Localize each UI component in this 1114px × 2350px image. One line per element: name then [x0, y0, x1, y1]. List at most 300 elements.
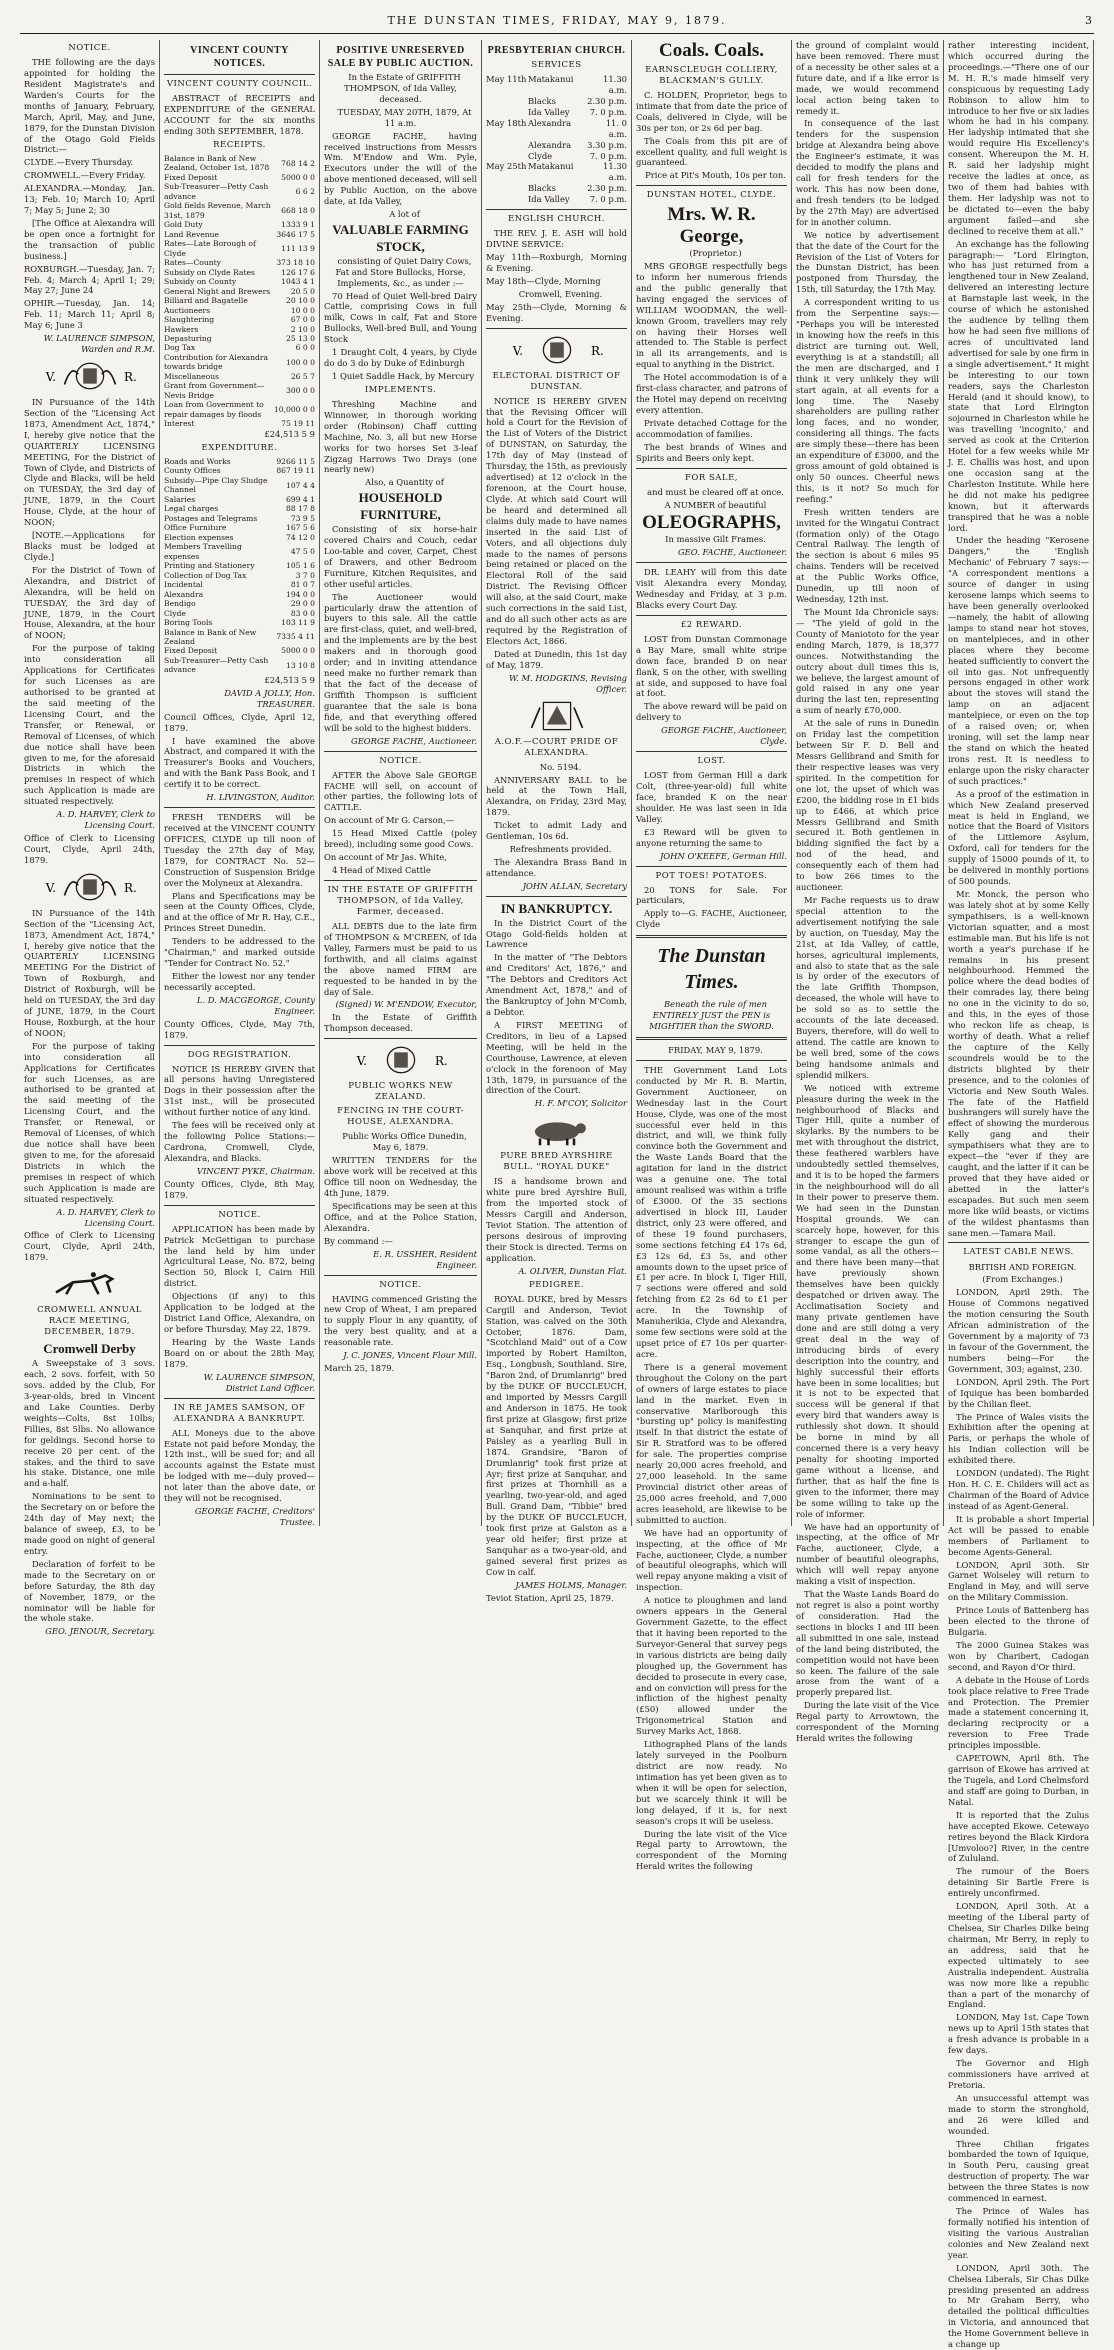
services-schedule: [486, 74, 627, 205]
table-row: [164, 457, 315, 466]
flour-notice: HAVING commenced Gristing the new Crop of Wheat, I am prepared to supply Flour in any quantity, of the very best quality, and at a reasonable rate.: [324, 1293, 477, 1348]
dog-fees: The fees will be received only at the following Police Stations:— Cardrona, Cromwell, Clyde, Alexandra, and Blacks.: [164, 1120, 315, 1163]
row-amount: 126 17 6: [281, 267, 315, 277]
row-label: Sub-Treasurer—Petty Cash advance: [164, 655, 269, 675]
flour-mill-signature: J. C. JONES, Vincent Flour Mill.: [343, 1350, 477, 1361]
row-amount: 26 5 7: [290, 371, 315, 381]
masthead-title: THE DUNSTAN TIMES, FRIDAY, MAY 9, 1879.: [387, 14, 727, 27]
editorial-vice-regal: During the late visit of the Vice Regal party to Arrowtown, the correspondent of the Morning Herald writes the following: [636, 1828, 787, 1872]
clerk-office: Office of Clerk to Licensing Court, Clyde, April 24th, 1879.: [24, 832, 155, 865]
row-label: Gold fields Revenue, March 31st, 1879: [164, 201, 271, 220]
news-skylarks: We noticed with extreme pleasure during the week in the neighbourhood of Blacks and Tiger Hill, quite a number of skylarks. By the numbers to be met with throughout the district, these feathered warblers have undoubtedly settled themselves, and it is to be hoped the farmers in the neighbourhood will do all in their power to preserve them. We had seen in the Dunstan Hospital grounds. We can scarcely hope, however, for this stranger to escape the gun of some vandal, as all the others—and there have been many—that have previously shown themselves have been quickly despatched or driven away. The Acclimatisation Society and many private gentlemen have done and are still doing a very great deal in the way of introducing birds of every description into the country, and highly successful their efforts have been in some localities; but it is not to be expected that success will be general if that every bird that wanders away is ruthlessly shot down. It should be borne in mind by all concerned there is a very heavy penalty for shooting imported game without a license, and further, that as half the fine is given to the informer, there may be some willing to take up the role of informer.: [796, 1082, 939, 1519]
row-label: Billiard and Bagatelle: [164, 296, 248, 306]
bull-heading: PURE BRED AYRSHIRE BULL. "ROYAL DUKE": [500, 1151, 613, 1173]
table-row: [164, 201, 315, 220]
newspaper-motto: Beneath the rule of men ENTIRELY JUST the PEN is MIGHTIER than the SWORD.: [649, 999, 774, 1032]
derby-terms: A Sweepstake of 3 sovs. each, 2 sovs. forfeit, with 50 sovs. added by the Club, For 3-year-olds, bred in Vincent and Lake Counties. Derby weights—Colts, 8st 10lbs; Fillies, 8st 5lbs. No allowance for geldings. Second horse to receive 20 per cent. of the stakes, and the third to save his stake. Distance, one mile and a-half.: [24, 1358, 155, 1489]
news-run-sales: At the sale of runs in Dunedin on Friday last the competition between Sir F. D. Bell and Messrs Gellibrand and Smith for their respective leases was very spirited. In the competition for one lot, the upset of which was £200, the bidding rose in £1 bids up to £466, at which price Messrs Gellibrand and Smith secured it. Both gentlemen in bidding signified the fact by a nod of the head, and consequently each of them had to bow 266 times to the auctioneer.: [796, 718, 939, 893]
warden-signature: W. LAURENCE SIMPSON, Warden and R.M.: [43, 333, 155, 355]
news-vice-regal: During the late visit of the Vice Regal party to Arrowtown, the correspondent of the Morning Herald writes the following: [796, 1700, 939, 1744]
table-row: [164, 239, 315, 258]
row-amount: 668 18 0: [281, 205, 315, 215]
row-label: Clyde: [164, 608, 186, 618]
ball-band: The Alexandra Brass Band in attendance.: [486, 856, 627, 878]
ball-ticket: Ticket to admit Lady and Gentleman, 10s 6d.: [486, 820, 627, 842]
clyde-days: CLYDE.—Every Thursday.: [24, 157, 134, 168]
news-kerosene: Under the heading "Kerosene Dangers," the 'English Mechanic' of February 7 says:— "A correspondent mentions a source of danger in using kerosene lamps which seems to have been generally overlooked—namely, the habit of allowing lamps to stand near hot stoves, on mantelpieces, and in other places where they become heated sufficiently to convert the oil into gas. Not unfrequently persons engaged in other work about the stoves will stand the lamp on an adjacent mantelpiece, or even on the top of a raised oven; or, when ironing, will set the lamp near the stand on which the heated irons rest. It is needless to enlarge upon the risky character of such practices.": [948, 535, 1089, 786]
expenditure-table: [164, 457, 315, 675]
fencing-tenders: WRITTEN TENDERS for the above work will be received at this Office till noon on Wednesday, the 4th June, 1879.: [324, 1155, 477, 1199]
service-row: [486, 74, 627, 96]
executor-signature: (Signed) W. M'ENDOW, Executor,: [335, 999, 477, 1010]
cromwell-days: CROMWELL.—Every Friday.: [24, 170, 146, 181]
cable-news-heading: LATEST CABLE NEWS.: [963, 1247, 1074, 1258]
row-label: Sub-Treasurer—Petty Cash advance: [164, 182, 269, 201]
row-amount: 74 12 0: [286, 532, 315, 542]
oleograph-frames: In massive Gilt Frames.: [665, 534, 766, 545]
table-row: [164, 296, 315, 305]
notice-heading: NOTICE.: [218, 1209, 261, 1220]
auctioneer-signature: GEO. FACHE, Auctioneer.: [677, 547, 787, 558]
table-row: [164, 343, 315, 352]
cable-list: [948, 1287, 1089, 2350]
table-row: [164, 372, 315, 381]
row-amount: 20 10 0: [286, 296, 315, 306]
row-amount: 6 6 2: [295, 186, 315, 196]
fencing-heading: FENCING IN THE COURT-HOUSE, ALEXANDRA.: [337, 1106, 464, 1128]
colt-owner: JOHN O'KEEFE, German Hill.: [659, 850, 787, 861]
furniture-list: Consisting of six horse-hair covered Chairs and Couch, cedar Loo-table and cover, Carpet, Chest of Drawers, and other Bedroom Furniture, Kitchen Requisites, and other useful articles.: [324, 524, 477, 589]
news-waste-lands: That the Waste Lands Board do not regret is also a point worthy of consideration. Had the sections in blocks I and III been all submitted in one sale, instead of the land being distributed, the competition would not have been so keen. The failure of the sale arose from the want of a properly prepared list.: [796, 1589, 939, 1698]
hotel-drinks: The best brands of Wines and Spirits and Beers only kept.: [636, 441, 787, 463]
bull-icon: [486, 1113, 627, 1147]
service-row: [486, 161, 627, 183]
row-amount: 9266 11 5: [276, 456, 315, 466]
white-account: On account of Mr Jas. White,: [324, 852, 447, 863]
row-amount: 167 5 6: [286, 523, 315, 533]
cable-item: It is reported that the Zulus have accepted Ekowe. Cetewayo retires beyond the Black Kirdora [Umvoloo?] River, in the centre of Zululand.: [948, 1809, 1089, 1864]
chairman-signature: VINCENT PYKE, Chairman.: [196, 1165, 315, 1176]
row-amount: 105 1 6: [286, 561, 315, 571]
editorial-survey-pegs: A notice to ploughmen and land owners appears in the General Government Gazette, to the effect that it having been reported to the Surveyor-General that survey pegs in various districts are being daily ploughed up, the Government has decided to prosecute in every case, and on conviction will press for the infliction of the highest penalty (£50) allowed under the Trigonometrical Station and Survey Marks Act, 1868.: [636, 1595, 787, 1737]
row-label: Boring Tools: [164, 618, 213, 628]
news-serpentine: A correspondent writing to us from the Serpentine says:— "Perhaps you will be interested in knowing how the reefs in this district are turning out. Well, everything is at a standstill; all the men are discharged, and I think it very unlikely they will start again, at all events for a long time. The Naseby shareholders are pulling rather long faces, and no wonder, considering all things. The facts are simply these—there has been an expenditure of £3000, and the gross amount of gold obtained is only 50 ounces. Cheerful news this, is it not? So much for reefing.": [796, 297, 939, 504]
table-row: [164, 258, 315, 267]
row-label: Salaries: [164, 494, 196, 504]
news-fache-sale: Mr Fache requests us to draw special attention to the advertisement notifying the sale by auction, on Tuesday, May the 21st, at Ida Valley, of cattle, horses, agricultural implements, and also to state that as the sale is by order of the executors of the late Griffith Thompson, deceased, the whole will have to be sold so as to settle the accounts of the late deceased. Buyers, therefore, will do well to attend. The cattle are known to be well bred, some of the cows being handsome animals and splendid milkers.: [796, 894, 939, 1080]
table-row: [164, 599, 315, 608]
row-amount: 107 4 4: [286, 480, 315, 490]
row-label: Roads and Works: [164, 456, 231, 466]
editorial-oleographs: We have had an opportunity of inspecting, at the office of Mr Fache, auctioneer, Clyde, a number of beautiful oleographs, which will well repay anyone making a visit of inspection.: [636, 1527, 787, 1593]
editorial-plans: Lithographed Plans of the lands lately surveyed in the Poolburn district are now ready. No intimation has yet been given as to when it will be open for selection, but we scarcely think it will be long delayed, if it is, for next season's crops it will be useless.: [636, 1739, 787, 1826]
bull-owner: A. OLIVER, Dunstan Flat.: [518, 1265, 627, 1276]
service-time: 7. 0 p.m.: [589, 150, 627, 161]
notice-heading: NOTICE.: [379, 1279, 422, 1290]
council-heading: VINCENT COUNTY COUNCIL.: [166, 79, 313, 89]
ball-notice: ANNIVERSARY BALL to be held at the Town Hall, Alexandra, on Friday, 23rd May, 1879.: [486, 774, 627, 818]
for-sale-heading: FOR SALE,: [685, 472, 738, 483]
table-row: [164, 580, 315, 589]
service-place: Ida Valley: [528, 194, 570, 205]
by-command: By command :—: [324, 1235, 393, 1246]
service-may-11: May 11th—Roxburgh, Morning & Evening.: [486, 252, 627, 273]
row-amount: 83 0 0: [290, 608, 315, 618]
royal-crest-icon: [486, 333, 627, 367]
row-label: Depasturing: [164, 333, 212, 343]
page-number: 3: [1085, 14, 1092, 27]
row-label: Office Furniture: [164, 523, 227, 533]
table-row: [164, 287, 315, 296]
clerk-office-2: Office of Clerk to Licensing Court, Clyde, April 24th, 1879.: [24, 1230, 155, 1263]
service-place: Clyde: [528, 150, 553, 161]
table-row: [164, 381, 315, 400]
table-row: [164, 646, 315, 655]
service-date: [486, 140, 528, 151]
cable-item: LONDON, April 30th. The Chelsea Liberals, Sir Chas Dilke presiding presented an address to Mr Graham Berry, who detailed the political difficulties in Victoria, and announced that the Home Government believe in a change up: [948, 2262, 1089, 2350]
row-label: Bendigo: [164, 599, 196, 609]
cable-item: A debate in the House of Lords took place relative to Free Trade and Protection. The Premier made a statement concerning it, declaring reciprocity or a reversion to Free Trade principles impossible.: [948, 1674, 1089, 1751]
service-time: 11.30 a.m.: [603, 74, 627, 95]
engineer-signature: L. D. MACGEORGE, County Engineer.: [196, 994, 315, 1016]
hotel-accommodation: The Hotel accommodation is of a first-class character, and patrons of the Hotel may depend on receiving every attention.: [636, 372, 787, 415]
also-label: Also, a Quantity of: [365, 477, 444, 488]
row-label: Members Travelling expenses: [164, 542, 242, 561]
row-label: Contribution for Alexandra towards bridge: [164, 352, 269, 372]
news-complaint: the ground of complaint would have been removed. There must of a necessity be other sales at a future date, and if a like error is made, we would recommend local action being taken to remedy it.: [796, 40, 939, 116]
doctor-notice: DR. LEAHY will from this date visit Alexandra every Monday, Wednesday and Friday, at 3 p.m. Blacks every Court Day.: [636, 567, 787, 610]
lot-hack: 1 Quiet Saddle Hack, by Mercury: [332, 370, 475, 381]
service-row: [486, 140, 627, 151]
expenditure-total: £24,513 5 9: [264, 674, 315, 685]
clerk-signature: A. D. HARVEY, Clerk to Licensing Court.: [56, 809, 155, 831]
ophir-days: OPHIR.—Tuesday, Jan. 14; Feb. 11; March 11; April 8; May 6; June 3: [24, 298, 155, 331]
column-6: [792, 40, 944, 1744]
colt-reward: £3 Reward will be given to anyone returning the same to: [636, 826, 787, 848]
newspaper-title: The Dunstan Times.: [657, 945, 766, 994]
cable-source: (From Exchanges.): [982, 1274, 1063, 1285]
english-church-notice: THE REV. J. E. ASH will hold DIVINE SERVICE:: [486, 228, 627, 250]
land-application: APPLICATION has been made by Patrick McGettigan to purchase the land held by him under Agricultural Lease, No. 872, being Section 50, Block I, Cairn Hill district.: [164, 1223, 315, 1289]
licensing-purpose-2: For the purpose of taking into consideration all Applications for Certificates for such Licenses, as are authorised to be granted at the said meeting of the Licensing Court, and the Transfer, or Renewal, or Removal of Licenses, of which due notice shall have been given to me, for the aforesaid Districts in which the premises in respect of which such Application is made are situated respectively.: [24, 1040, 155, 1204]
column-5: [632, 40, 792, 1872]
cable-item: LONDON, April 30th. Sir Garnet Wolseley will return to England in May, and will serve on the Military Commission.: [948, 1559, 1089, 1603]
news-lady-robinson: rather interesting incident, which occurred during the proceedings.—"There one of our M. H. R.'s made himself very conspicuous by requesting Lady Robinson to allow him to introduce to her five or six ladies whom he had in his company. Her ladyship intimated that she would require His Excellency's consent. Whereupon the M. H. R. said her ladyship might receive the ladies at once, as two of them had babies with them. Her ladyship was not to be dictated to—even the baby argument failed—and she declined to receive them at all.": [948, 40, 1089, 236]
cable-item: The Prince of Wales has formally notified his intention of visiting the various Australian colonies and New Zealand next year.: [948, 2206, 1089, 2260]
news-lord-elrington: An exchange has the following paragraph:— "Lord Elrington, who has just returned from a lengthened tour in New Zealand, delivered an interesting lecture at Barnstaple last week, in the course of which he astonished the audience by telling them how he had seen five millions of acres of uncultivated land advertised for sale by one firm in a single advertisement." It might be interesting to our town readers, says the Charleston Herald (and it should know), to state that Lord Elrington sojourned in Charleston while he was travelling 'incognito,' and served as cook at the Criterion Hotel for a few weeks while Mr J. E. Challis was host, and upon one occasion sang at the Charleston Institute. While here he did not make his pedigree known, but it afterwards transpired that he was a noble lord.: [948, 238, 1089, 533]
cable-item: The Prince of Wales visits the Exhibition after the opening at Paris, or perhaps the whole of his Indian collection will be exhibited there.: [948, 1411, 1089, 1466]
auditor-signature: H. LIVINGSTON, Auditor.: [206, 792, 315, 803]
derby-secretary: GEO. JENOUR, Secretary.: [45, 1626, 155, 1637]
svg-text:R.: R.: [590, 343, 604, 358]
table-row: [164, 230, 315, 239]
oleographs-title: OLEOGRAPHS,: [642, 512, 781, 534]
table-row: [164, 618, 315, 627]
licensing-alexandra: For the District of Town of Alexandra, and District of Alexandra, will be held on TUESDAY, the 3rd day of JUNE, 1879, in the Court House, Alexandra, at the hour of NOON;: [24, 564, 155, 641]
oleograph-intro: A NUMBER of beautiful: [664, 499, 767, 510]
stock-description: consisting of Quiet Dairy Cows, Fat and Store Bullocks, Horse, Implements, &c., as under :—: [335, 255, 472, 288]
notice-heading: NOTICE.: [379, 755, 422, 766]
licensing-notice-roxburgh: IN Pursuance of the 14th Section of the "Licensing Act, 1873, Amendment Act, 1874," I, hereby give notice that the QUARTERLY LICENSING MEETING For the District of Town of Roxburgh, and District of Roxburgh, will be held on TUESDAY, the 3rd day of JUNE, 1879, in the Court House, Roxburgh, at the hour of NOON;: [24, 907, 155, 1038]
service-date: May 25th: [486, 161, 527, 172]
row-label: Alexandra: [164, 589, 204, 599]
engineer-office: County Offices, Clyde, May 7th, 1879.: [164, 1018, 315, 1040]
row-label: Printing and Stationery: [164, 561, 255, 571]
services-heading: SERVICES: [531, 60, 582, 70]
service-row: [486, 96, 627, 107]
row-label: General Night and Brewers: [164, 286, 271, 296]
svg-text:V.: V.: [356, 1054, 367, 1069]
svg-text:V.: V.: [45, 370, 56, 385]
row-amount: 768 14 2: [281, 158, 315, 168]
chairman-office: County Offices, Clyde, 8th May, 1879.: [164, 1178, 315, 1200]
row-amount: 1043 4 1: [281, 277, 315, 287]
table-row: [164, 504, 315, 513]
public-works-heading: PUBLIC WORKS NEW ZEALAND.: [348, 1081, 453, 1103]
cable-item: LONDON, April 30th. At a meeting of the Liberal party of Chelsea, Sir Charles Dilke being chairman, Mr Berry, in reply to an address, said that he expected ultimately to see Australia independent. Australia was now more like a republic than a part of the monarchy of England.: [948, 1901, 1089, 2010]
cable-item: The rumour of the Boers detaining Sir Bartle Frere is entirely unconfirmed.: [948, 1866, 1089, 1899]
table-row: [164, 277, 315, 286]
cable-item: Three Chilian frigates bombarded the town of Iquique, in South Peru, causing great destruction of property. The war between the three States is now commenced in earnest.: [948, 2138, 1089, 2204]
receipts-total: £24,513 5 9: [264, 428, 315, 439]
service-place: Alexandra: [528, 139, 572, 150]
service-date: [486, 183, 528, 194]
auction-date: TUESDAY, MAY 20TH, 1879, At 11 a.m.: [337, 106, 472, 128]
clerk-signature-2: A. D. HARVEY, Clerk to Licensing Court.: [56, 1206, 155, 1228]
service-place: Blacks: [528, 95, 556, 106]
estate-name: In the Estate of GRIFFITH THOMPSON, of Ida Valley, deceased.: [344, 72, 461, 104]
licensing-note: [NOTE.—Applications for Blacks must be lodged at Clyde.]: [24, 530, 155, 562]
solicitor-signature: H. F. M'COY, Solicitor: [534, 1098, 627, 1109]
row-label: Interest: [164, 419, 195, 429]
news-revision-court: We notice by advertisement that the date of the Court for the Revision of the List of Voters for the Dunstan District, has been postponed from Thursday, the 15th, till Saturday, the 17th May.: [796, 229, 939, 295]
row-amount: 47 5 0: [290, 546, 315, 556]
samson-heading: IN RE JAMES SAMSON, OF ALEXANDRA A BANKRUPT.: [173, 1402, 306, 1424]
hotel-cottage: Private detached Cottage for the accommodation of families.: [636, 417, 787, 439]
flour-date: March 25, 1879.: [324, 1363, 395, 1374]
reward-delivery: The above reward will be paid on delivery to: [636, 701, 787, 723]
table-row: [164, 609, 315, 618]
row-label: Land Revenue: [164, 229, 220, 239]
row-amount: 100 0 0: [286, 357, 315, 367]
treasurer-signature: DAVID A JOLLY, Hon. TREASURER.: [224, 687, 315, 709]
row-label: Auctioneers: [164, 305, 211, 315]
cable-item: The Governor and High commissioners have arrived at Pretoria.: [948, 2058, 1089, 2090]
table-row: [164, 495, 315, 504]
row-label: Collection of Dog Tax: [164, 570, 247, 580]
row-label: Subsidy—Pipe Clay Sludge Channel: [164, 475, 268, 495]
row-label: Rates—Late Borough of Clyde: [164, 239, 256, 258]
estate-heading: IN THE ESTATE OF GRIFFITH THOMPSON, of Ida Valley, Farmer, deceased.: [327, 884, 474, 917]
expenditure-heading: EXPENDITURE.: [201, 442, 278, 453]
row-label: Gold Duty: [164, 220, 203, 230]
licensing-notice-clyde: IN Pursuance of the 14th Section of the "Licensing Act 1873, Amendment Act, 1874," I, hereby give notice that the QUARTERLY LICENSING MEETING, For the District of Town of Clyde, and Districts of Clyde and Blacks, will be held on TUESDAY, the 3rd day of JUNE, 1879, in the Court House, Clyde, at the hour of NOON;: [24, 397, 155, 528]
station-manager: JAMES HOLMS, Manager.: [515, 1579, 627, 1590]
coal-quality: The Coals from this pit are of excellent quality, and full weight is guaranteed.: [636, 135, 787, 168]
debts-notice: ALL DEBTS due to the late firm of THOMPSON & M'CREEN, of Ida Valley, Farmers must be paid to us forthwith, and all claims against the above named FIRM are requested to be handed in by the day of Sale.: [324, 921, 477, 997]
row-label: Grant from Government—Nevis Bridge: [164, 381, 265, 400]
derby-nominations: Nominations to be sent to the Secretary on or before the 24th day of May next; the balance of sweep, £3, to be made good on night of general entry.: [24, 1491, 155, 1556]
revising-officer-signature: W. M. HODGKINS, Revising Officer.: [509, 672, 627, 694]
court-days-notice: THE following are the days appointed for holding the Resident Magistrate's and Warden's Courts for the months of January, February, March, April, May, and June, 1879, for the Dunstan Division of the Otago Gold Fields District:—: [24, 57, 155, 155]
roxburgh-days: ROXBURGH.—Tuesday, Jan. 7; Feb. 4; March 4; April 1; 29; May 27; June 24: [24, 263, 155, 296]
row-amount: 13 10 8: [286, 660, 315, 670]
service-time: 3.30 p.m.: [587, 139, 627, 150]
fencing-specifications: Specifications may be seen at this Office, and at the Police Station, Alexandra.: [324, 1200, 477, 1233]
lot-label: A lot of: [389, 209, 420, 220]
column-4: [482, 40, 632, 1603]
table-row: [164, 542, 315, 561]
service-place: Blacks: [528, 183, 556, 194]
resident-engineer-signature: E. R. USSHER, Resident Engineer.: [373, 1248, 477, 1270]
row-amount: 10 0 0: [290, 305, 315, 315]
row-amount: 373 18 10: [276, 258, 315, 268]
table-row: [164, 325, 315, 334]
row-label: Postages and Telegrams: [164, 513, 258, 523]
service-time: 11. 0 a.m.: [605, 117, 627, 139]
lot-colts: 1 Draught Colt, 4 years, by Clyde do do 3 do by Duke of Edinburgh: [324, 347, 477, 369]
cable-item: LONDON, April 29th. The House of Commons negatived the motion censuring the South African administration of the Government by a majority of 73 in favour of the Government, the numbers being—For the Government, 303; against, 230.: [948, 1287, 1089, 1374]
land-hearing: Hearing by the Waste Lands Board on or about the 28th May, 1879.: [164, 1336, 315, 1369]
lost-mare: LOST from Dunstan Commonage a Bay Mare, small white stripe down face, branded D on near flank, S on the other, with swelling at side, and supposed to have foal at foot.: [636, 633, 787, 699]
column-1: [20, 40, 160, 1637]
public-works-office: Public Works Office Dunedin, May 6, 1879.: [342, 1131, 467, 1153]
row-amount: 3 7 0: [295, 570, 315, 580]
reward-heading: £2 REWARD.: [680, 619, 743, 630]
derby-forfeit: Declaration of forfeit to be made to the Secretary on or before Saturday, the 8th day of November, 1879, or the nominator will be liable for the whole stake.: [24, 1558, 155, 1624]
row-amount: 300 0 0: [286, 386, 315, 396]
cattle-sale-notice: AFTER the Above Sale GEORGE FACHE will sell, on account of other parties, the following lots of CATTLE.: [324, 769, 477, 813]
service-row: [486, 107, 627, 118]
for-sale-text: and must be cleared off at once.: [647, 486, 784, 497]
audit-statement: I have examined the above Abstract, and compared it with the Treasurer's Books and Vouchers, and with the Bank Pass Book, and I certify it to be correct.: [164, 735, 315, 790]
proprietor-label: (Proprietor.): [689, 248, 742, 259]
implements-heading: IMPLEMENTS.: [364, 384, 437, 395]
row-amount: 867 19 11: [276, 466, 315, 476]
row-label: Election expenses: [164, 532, 234, 542]
vincent-notices-heading: VINCENT COUNTY NOTICES.: [190, 45, 289, 69]
ball-refreshments: Refreshments provided.: [509, 844, 612, 855]
dog-notice: NOTICE IS HEREBY GIVEN that all persons having Unregistered Dogs in their possession after the 31st inst., will be prosecuted without further notice of any kind.: [164, 1063, 315, 1118]
tender-acceptance: Either the lowest nor any tender necessarily accepted.: [164, 970, 315, 992]
bridge-tenders: FRESH TENDERS will be received at the VINCENT COUNTY OFFICES, CLYDE up till noon of Tuesday the 27th day of May, 1879, for CONTRACT No. 52—Construction of Suspension Bridge over the Molyneux at Alexandra.: [164, 812, 315, 888]
service-time: 2.30 p.m.: [587, 183, 627, 194]
row-amount: 111 13 9: [281, 243, 315, 253]
cable-item: It is probable a short Imperial Act will be passed to enable members of Parliament to become Agents-General.: [948, 1513, 1089, 1557]
carson-account: On account of Mr G. Carson,—: [324, 815, 455, 826]
pedigree-text: ROYAL DUKE, bred by Messrs Cargill and Anderson, Teviot Station, was calved on the 30th October, 1876. Dam, "Scotchland Maid" out of a Cow imported by Robert Hamilton, Esq., Longbush, Southland. Sire, "Baron 2nd, of Drumlanrig" bred by the DUKE OF BUCCLEUCH, and imported by Messrs Cargill and Anderson in 1875. He took first prize at Glasgow; first prize at Sanquhar, and first prize at Paisley as a yearling Bull in 1874. Grandsire, "Baron of Drumlanrig" took first prize at Ayr; first prize at Sanquhar, and first prizes at Thornhill as a yearling, two-year-old, and aged Bull. Grand Dam, "Tibbie" bred by the DUKE OF BUCCLEUCH, took first prize at Galston as a year old heifer; first prize at Sanquhar as a two-year-old, and gained several first prizes as Cow in calf.: [486, 1293, 627, 1577]
row-label: Miscellaneous: [164, 371, 219, 381]
cable-item: The 2000 Guinea Stakes was won by Charibert, Cadogan second, and Rayon d'Or third.: [948, 1639, 1089, 1672]
row-label: County Offices: [164, 466, 221, 476]
row-label: Fixed Deposit: [164, 646, 218, 656]
lost-colt: LOST from German Hill a dark Colt, (three-year-old) full white face, branded K on the near shoulder. He was last seen in Ida Valley.: [636, 770, 787, 824]
row-amount: 25 13 0: [286, 333, 315, 343]
abstract-title: ABSTRACT of RECEIPTS and EXPENDITURE of the GENERAL ACCOUNT for the six months ending 30th SEPTEMBER, 1878.: [164, 93, 315, 136]
table-row: [164, 466, 315, 475]
column-2: [160, 40, 320, 1526]
bankruptcy-meeting: A FIRST MEETING of Creditors, in lieu of a Lapsed Meeting, will be held in the Courthouse, Lawrence, at eleven o'clock in the forenoon of May 13th, 1879, in pursuance of the direction of the Court.: [486, 1019, 627, 1096]
aof-number: No. 5194.: [539, 761, 582, 772]
coal-pit-price: Price at Pit's Mouth, 10s per ton.: [645, 170, 786, 181]
service-date: [486, 96, 528, 107]
row-amount: 81 0 7: [290, 580, 315, 590]
svg-text:R.: R.: [123, 370, 137, 385]
tender-plans: Plans and Specifications may be seen at the County Offices, Clyde, and at the office of Mr R. Hay, C.E., Princes Street Dunedin.: [164, 890, 315, 934]
row-amount: 3646 17 5: [276, 229, 315, 239]
table-row: [164, 656, 315, 675]
service-place: Matakanui: [528, 74, 574, 85]
table-row: [164, 476, 315, 495]
cable-item: Prince Louis of Battenberg has been elected to the throne of Bulgaria.: [948, 1605, 1089, 1638]
svg-text:R.: R.: [123, 880, 137, 895]
row-label: Slaughtering: [164, 315, 215, 325]
service-row: [486, 151, 627, 162]
potatoes-notice: 20 TONS for Sale. For particulars,: [636, 884, 787, 906]
column-7: [944, 40, 1094, 2350]
pedigree-heading: PEDIGREE.: [529, 1279, 584, 1290]
row-label: Hawkers: [164, 324, 199, 334]
row-amount: 88 17 8: [286, 504, 315, 514]
alexandra-days: ALEXANDRA.—Monday, Jan. 13; Feb. 10; March 10; April 7; May 5; June 2; 30: [24, 183, 155, 216]
council-office: Council Offices, Clyde, April 12, 1879.: [164, 711, 315, 733]
table-row: [164, 561, 315, 570]
service-time: 7. 0 p.m.: [589, 106, 627, 117]
aof-heading: A.O.F.—COURT PRIDE OF ALEXANDRA.: [494, 736, 619, 758]
row-amount: 29 0 0: [290, 599, 315, 609]
table-row: [164, 400, 315, 419]
service-place: Alexandra: [528, 117, 572, 128]
table-row: [164, 628, 315, 647]
cable-item: An unsuccessful attempt was made to storm the stronghold, and 26 were killed and wounded.: [948, 2092, 1089, 2136]
svg-text:R.: R.: [434, 1054, 448, 1069]
row-amount: 6 0 0: [295, 343, 315, 353]
cable-item: LONDON, April 29th. The Port of Iquique has been bombarded by the Chilian fleet.: [948, 1376, 1089, 1409]
table-row: [164, 353, 315, 372]
row-label: Balance in Bank of New Zealand, October 1st, 1878: [164, 153, 270, 173]
service-date: May 18th: [486, 117, 527, 128]
row-amount: 5000 0 0: [281, 172, 315, 182]
foresters-emblem-icon: [486, 699, 627, 733]
service-place: Ida Valley: [528, 106, 570, 117]
editorial-estates: There is a general movement throughout the Colony on the part of owners of large estates to place land in the market. Even in conservative Marlborough this "bursting up" policy is manifesting itself. In that district the estate of Sir R. Stratford was to be offered for sale. The properties comprise nearly 20,000 acres freehold, and 27,000 leasehold. In the same Provincial district other areas of 25,000 acres freehold, and 7,000 acres leasehold, are likewise to be submitted to auction.: [636, 1361, 787, 1525]
auction-intro: GEORGE FACHE, having received instructions from Messrs Wm. M'Endow and Wm. Pyle, Executors under the will of the above mentioned deceased, will sell by Public Auction, on the above date, at Ida Valley,: [324, 130, 477, 207]
land-objections: Objections (if any) to this Application to be lodged at the District Land Office, Alexandra, on or before Thursday, May 22, 1879.: [164, 1291, 315, 1334]
news-bridge-tenders: In consequence of the last tenders for the suspension bridge at Alexandra being above the Engineer's estimate, it was decided to modify the plans and call for fresh tenders for the work. This has now been done, and fresh tenders (to be lodged by the 27th May) are advertised for in another column.: [796, 118, 939, 227]
white-cattle: 4 Head of Mixed Cattle: [332, 864, 431, 875]
royal-crest-icon: [324, 1043, 477, 1077]
row-amount: 699 4 1: [286, 494, 315, 504]
service-date: [486, 151, 528, 162]
row-label: Subsidy on Clyde Rates: [164, 267, 255, 277]
cable-item: LONDON (undated). The Right Hon. H. C. E. Childers will act as Chairman of the Board of Advice instead of as Agent-General.: [948, 1468, 1089, 1511]
implements-list: Threshing Machine and Winnower, in thorough working order (Robinson) Chaff cutting Machine, No. 3, all but new Horse works for two horses Set 3-leaf Zigzag Harrows Two Drays (one nearly new): [324, 398, 477, 475]
derby-title: Cromwell Derby: [43, 1341, 136, 1357]
coal-price-notice: C. HOLDEN, Proprietor, begs to intimate that from date the price of Coals, delivered in Clyde, will be 30s per ton, or 2s 6d per bag.: [636, 89, 787, 133]
news-kelly-gang: Mr. Monck, the person who was lately shot at by some Kelly sympathisers, is a well-known Victorian squatter, and a most estimable man. But his life is not worth a year's purchase if he remains in his present neighbourhood. Hemmed the police where the dead bodies of their comrades lay, there being no one in the vicinity to do so, and this, in the eyes of those who reckon life as cheap, is worthy of death. What a relief the capture of the Kelly scoundrels would be to the districts blighted by their presence, and to the colonies of Victoria and New South Wales. The fate of the Hatfield bushrangers will surely have the effect of showing the murderous Kelly gang and their sympathisers what they are to expect—the "ever if they are caught, and the latter if it can be proved that they have aided or abetted in the latter's escapades. But such men seem more like wild beasts, or victims of the wildest phantasms than sane men.—Tamara Mail.: [948, 888, 1089, 1238]
electoral-heading: ELECTORAL DISTRICT OF DUNSTAN.: [492, 370, 621, 392]
royal-crest-icon: [24, 359, 155, 393]
race-meeting-heading: CROMWELL ANNUAL RACE MEETING, DECEMBER, 1879.: [37, 1305, 142, 1338]
cable-item: CAPETOWN, April 8th. The garrison of Ekowe has arrived at the Tugela, and Lord Chelmsford and staff are going to Durban, in Natal.: [948, 1753, 1089, 1807]
service-time: 7. 0 p.m.: [589, 194, 627, 205]
english-church-heading: ENGLISH CHURCH.: [508, 214, 605, 225]
carson-cattle: 15 Head Mixed Cattle (poley breed), including some good Cows.: [324, 828, 477, 850]
presbyterian-heading: PRESBYTERIAN CHURCH.: [487, 45, 626, 56]
service-date: May 11th: [486, 74, 527, 85]
row-amount: 103 11 9: [281, 618, 315, 628]
row-label: Legal charges: [164, 504, 219, 514]
